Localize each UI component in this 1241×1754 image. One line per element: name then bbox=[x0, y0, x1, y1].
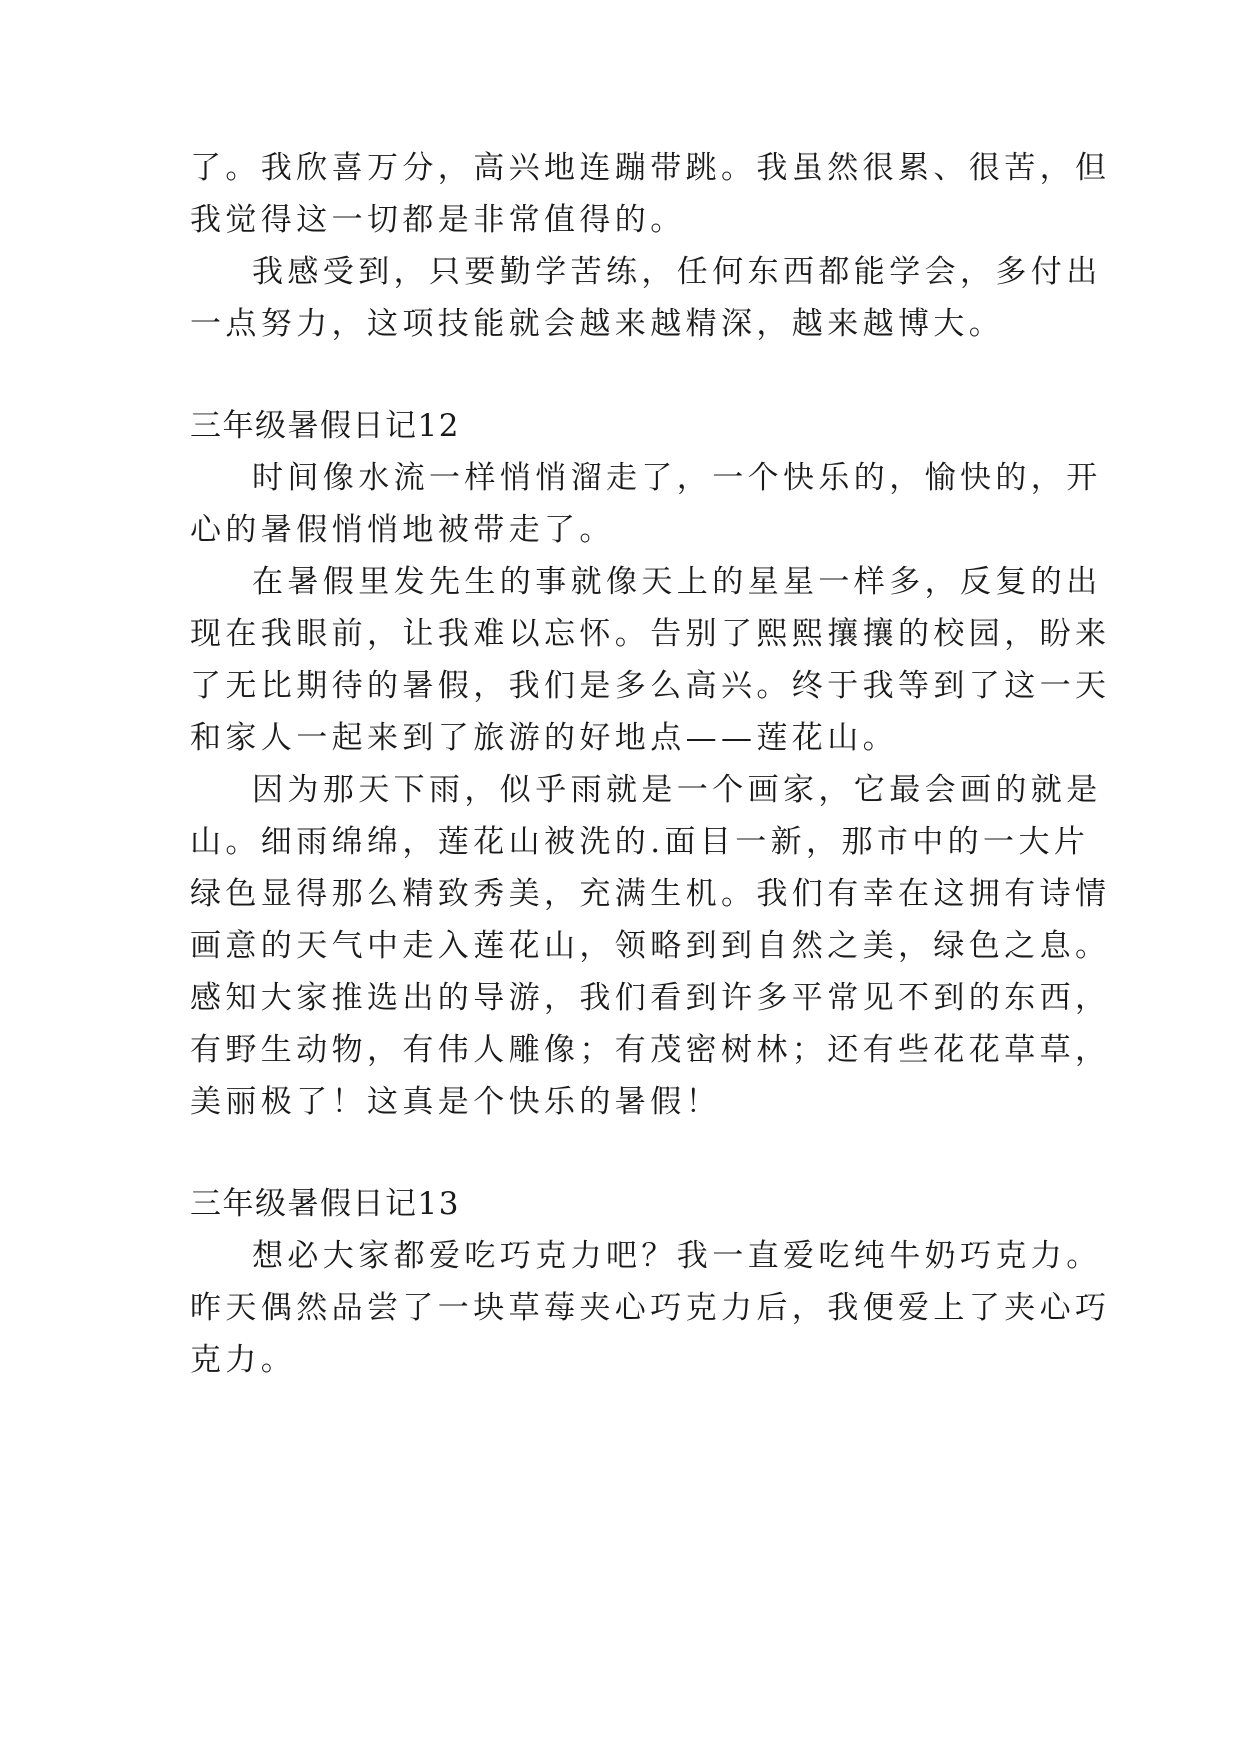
paragraph-line: 我觉得这一切都是非常值得的。 bbox=[190, 202, 686, 238]
paragraph-line: 山。细雨绵绵，莲花山被洗的.面目一新，那市中的一大片 bbox=[190, 824, 1090, 860]
paragraph-line: 克力。 bbox=[190, 1342, 297, 1378]
paragraph-line: 昨天偶然品尝了一块草莓夹心巧克力后，我便爱上了夹心巧 bbox=[190, 1290, 1111, 1326]
paragraph-line: 了无比期待的暑假，我们是多么高兴。终于我等到了这一天 bbox=[190, 668, 1111, 704]
paragraph-line: 画意的天气中走入莲花山，领略到到自然之美，绿色之息。 bbox=[190, 928, 1111, 964]
paragraph-line: 美丽极了！这真是个快乐的暑假！ bbox=[190, 1084, 721, 1120]
paragraph-line: 现在我眼前，让我难以忘怀。告别了熙熙攘攘的校园，盼来 bbox=[190, 616, 1111, 652]
paragraph-line: 和家人一起来到了旅游的好地点——莲花山。 bbox=[190, 720, 898, 756]
paragraph-line: 了。我欣喜万分，高兴地连蹦带跳。我虽然很累、很苦，但 bbox=[190, 150, 1111, 186]
paragraph-line: 感知大家推选出的导游，我们看到许多平常见不到的东西， bbox=[190, 980, 1111, 1016]
diary-heading: 三年级暑假日记13 bbox=[190, 1186, 460, 1222]
paragraph-line: 我感受到，只要勤学苦练，任何东西都能学会，多付出 bbox=[252, 254, 1102, 290]
paragraph-line: 绿色显得那么精致秀美，充满生机。我们有幸在这拥有诗情 bbox=[190, 876, 1111, 912]
paragraph-line: 因为那天下雨，似乎雨就是一个画家，它最会画的就是 bbox=[252, 772, 1102, 808]
paragraph-line: 有野生动物，有伟人雕像；有茂密树林；还有些花花草草， bbox=[190, 1032, 1111, 1068]
paragraph-line: 在暑假里发先生的事就像天上的星星一样多，反复的出 bbox=[252, 564, 1102, 600]
paragraph-line: 一点努力，这项技能就会越来越精深，越来越博大。 bbox=[190, 306, 1005, 342]
diary-heading: 三年级暑假日记12 bbox=[190, 408, 460, 444]
paragraph-line: 想必大家都爱吃巧克力吧？我一直爱吃纯牛奶巧克力。 bbox=[252, 1238, 1102, 1274]
paragraph-line: 心的暑假悄悄地被带走了。 bbox=[190, 512, 615, 548]
paragraph-line: 时间像水流一样悄悄溜走了，一个快乐的，愉快的，开 bbox=[252, 460, 1102, 496]
